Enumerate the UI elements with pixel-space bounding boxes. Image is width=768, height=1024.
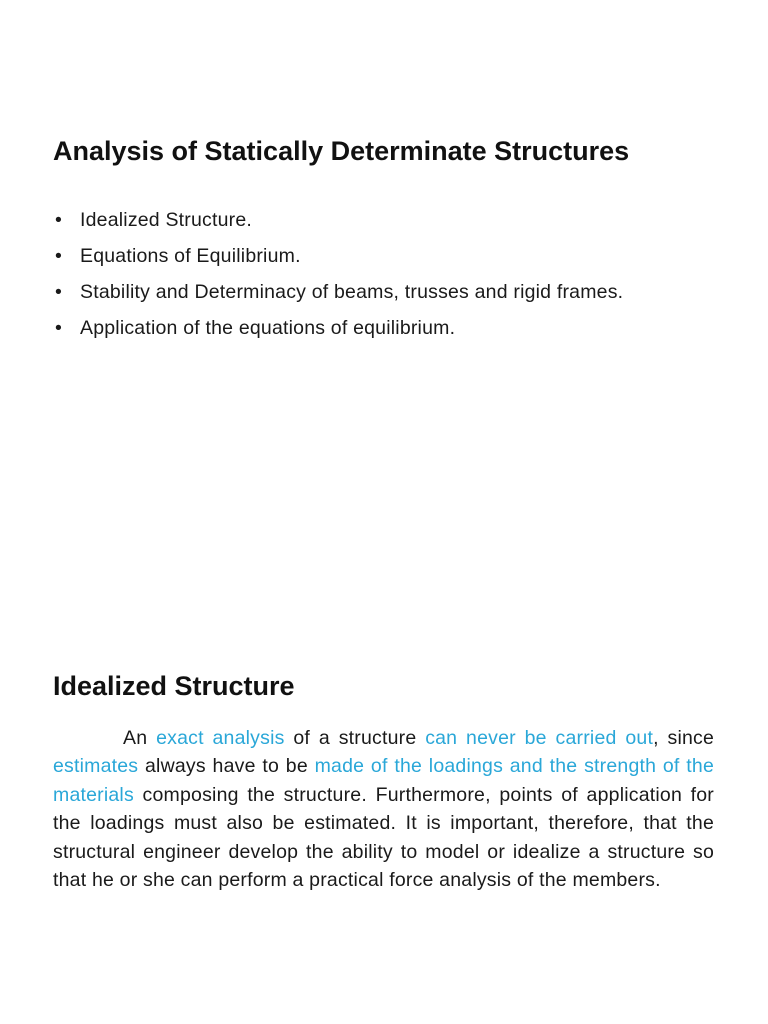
topic-item: [55, 316, 745, 340]
paragraph-segment: composing the structure. Furthermore, points of application for the loadings must also be estimated. It is important, therefore, that the structural engineer develop the ability to model or idealize a structure so that he or she can perform a practical force analysis of the members.: [53, 783, 714, 892]
topic-text: Idealized Structure.: [80, 209, 253, 231]
highlighted-phrase: made of the loadings and the strength of the materials: [53, 755, 715, 806]
bullet-glyph: •: [55, 317, 63, 339]
slide-idealized-structure: [0, 512, 768, 1024]
topic-text: Stability and Determinacy of beams, trusses and rigid frames.: [80, 281, 624, 303]
paragraph-segment: , since: [653, 727, 715, 749]
topic-item: [55, 244, 745, 268]
topic-text: Application of the equations of equilibrium.: [80, 317, 456, 339]
highlighted-phrase: exact analysis: [156, 727, 285, 749]
highlighted-phrase: estimates: [53, 755, 139, 778]
paragraph-segment: An: [123, 727, 157, 749]
paragraph-segment: of a structure: [284, 727, 426, 749]
slide-title: Analysis of Statically Determinate Structures: [53, 136, 630, 166]
topic-list: [55, 208, 745, 352]
topic-item: [55, 208, 745, 232]
body-paragraph: [53, 724, 714, 894]
topic-text: Equations of Equilibrium.: [80, 245, 301, 267]
bullet-glyph: •: [55, 209, 63, 231]
topic-item: [55, 280, 745, 304]
bullet-glyph: •: [55, 281, 63, 303]
paragraph-segment: always have to be: [138, 755, 315, 778]
slide-title: Idealized Structure: [53, 671, 295, 701]
bullet-glyph: •: [55, 245, 63, 267]
highlighted-phrase: can never be carried out: [425, 727, 654, 749]
